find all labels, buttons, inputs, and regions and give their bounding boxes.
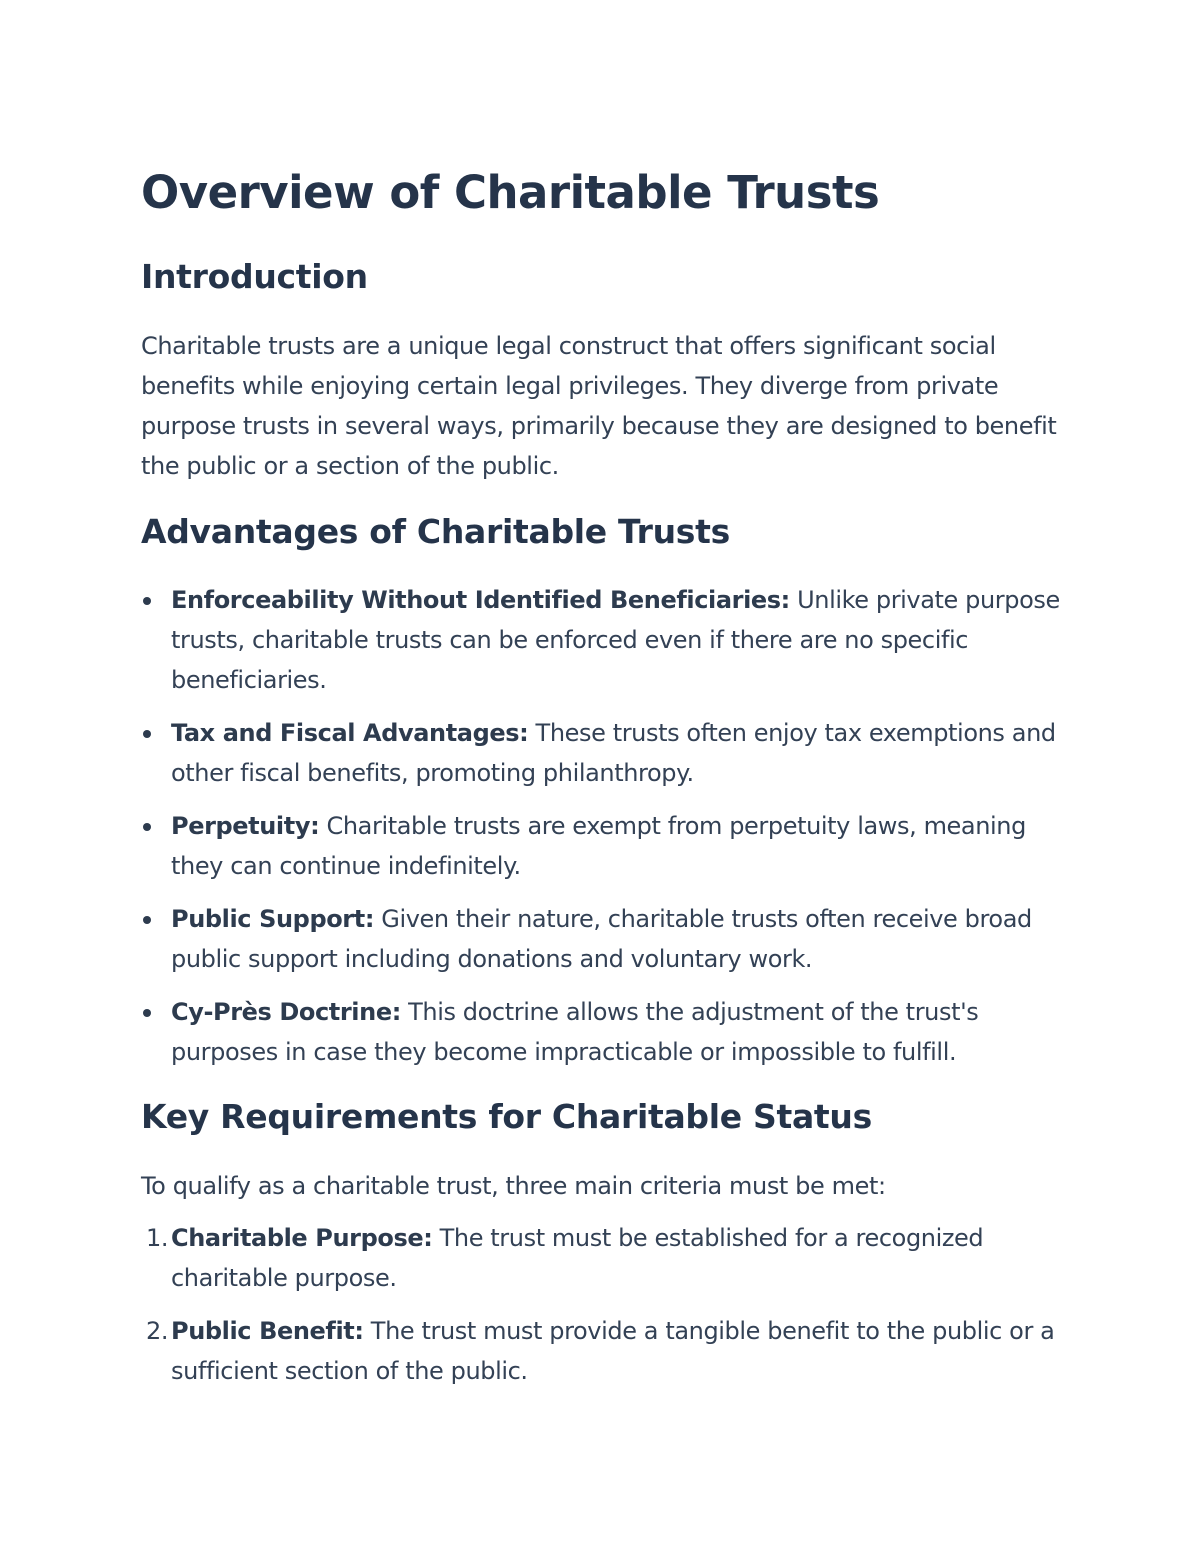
requirements-list <box>141 1218 1071 1404</box>
list-item-text: Given their nature, charitable trusts often receive broad public support including donations and voluntary work. <box>171 905 1032 973</box>
list-item-text: Charitable trusts are exempt from perpetuity laws, meaning they can continue indefinitely. <box>171 812 1026 880</box>
list-item <box>141 580 1071 700</box>
advantages-list <box>141 580 1071 1085</box>
list-item-text: Unlike private purpose trusts, charitable trusts can be enforced even if there are no specific beneficiaries. <box>171 586 1060 694</box>
requirements-intro: To qualify as a charitable trust, three main criteria must be met: <box>141 1172 886 1200</box>
list-item <box>141 992 1071 1072</box>
list-item-number: 1. <box>146 1224 169 1252</box>
list-item-term: Public Benefit: <box>171 1317 364 1345</box>
section-heading-introduction: Introduction <box>141 257 368 296</box>
intro-paragraph: Charitable trusts are a unique legal construct that offers significant social benefits while enjoying certain legal privileges. They diverge from private purpose trusts in several ways, primarily because they are designed to benefit the public or a section of the public. <box>141 332 1057 480</box>
list-item-text: The trust must provide a tangible benefit to the public or a sufficient section of the public. <box>171 1317 1055 1385</box>
list-item-text: The trust must be established for a recognized charitable purpose. <box>171 1224 984 1292</box>
list-item-text: These trusts often enjoy tax exemptions and other fiscal benefits, promoting philanthropy. <box>171 719 1056 787</box>
page-title: Overview of Charitable Trusts <box>141 166 880 219</box>
list-item-number: 2. <box>146 1317 169 1345</box>
list-item-term: Cy-Près Doctrine: <box>171 998 401 1026</box>
list-item <box>141 713 1071 793</box>
list-item-term: Public Support: <box>171 905 375 933</box>
section-heading-advantages: Advantages of Charitable Trusts <box>141 512 730 551</box>
list-item-term: Tax and Fiscal Advantages: <box>171 719 529 747</box>
list-item <box>141 1311 1071 1391</box>
list-item-term: Enforceability Without Identified Beneficiaries: <box>171 586 790 614</box>
list-item <box>141 899 1071 979</box>
list-item-term: Perpetuity: <box>171 812 320 840</box>
list-item <box>141 1218 1071 1298</box>
list-item-text: This doctrine allows the adjustment of the trust's purposes in case they become impracticable or impossible to fulfill. <box>171 998 979 1066</box>
list-item-term: Charitable Purpose: <box>171 1224 433 1252</box>
list-item <box>141 806 1071 886</box>
section-heading-requirements: Key Requirements for Charitable Status <box>141 1097 872 1136</box>
